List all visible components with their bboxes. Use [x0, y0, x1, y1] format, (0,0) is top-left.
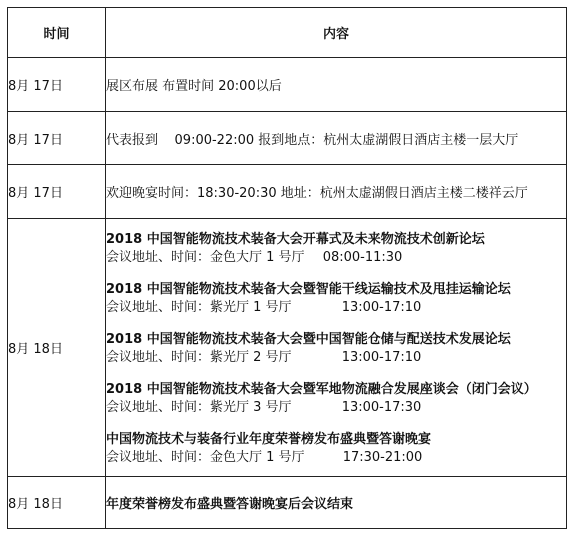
session-title: 2018 中国智能物流技术装备大会暨军地物流融合发展座谈会（闭门会议）	[106, 381, 537, 397]
session-location: 会议地址、时间：紫光厅 1 号厅	[106, 299, 292, 315]
table-row	[8, 112, 567, 165]
sessions-cell	[106, 219, 567, 477]
row-date: 8月 18日	[8, 219, 106, 477]
session-time: 13:00-17:10	[341, 299, 422, 315]
session-location: 会议地址、时间：紫光厅 2 号厅	[106, 349, 292, 365]
row-date: 8月 18日	[8, 477, 106, 529]
session-item	[106, 230, 566, 266]
session-title: 2018 中国智能物流技术装备大会开幕式及未来物流技术创新论坛	[106, 231, 485, 247]
table-row	[8, 165, 567, 219]
header-content: 内容	[106, 8, 567, 58]
session-time: 17:30-21:00	[342, 449, 423, 465]
row-content: 代表报到 09:00-22:00 报到地点：杭州太虚湖假日酒店主楼一层大厅	[106, 112, 567, 165]
schedule-table	[7, 7, 567, 529]
header-row	[8, 8, 567, 58]
session-meta	[106, 449, 566, 466]
row-content: 年度荣誉榜发布盛典暨答谢晚宴后会议结束	[106, 477, 567, 529]
header-time: 时间	[8, 8, 106, 58]
table-row	[8, 477, 567, 529]
session-meta	[106, 399, 566, 416]
row-content: 展区布展 布置时间 20:00以后	[106, 58, 567, 112]
session-item	[106, 430, 566, 466]
session-item	[106, 380, 566, 416]
row-date: 8月 17日	[8, 165, 106, 219]
session-time: 08:00-11:30	[322, 249, 403, 265]
session-location: 会议地址、时间：金色大厅 1 号厅	[106, 449, 305, 465]
session-title: 中国物流技术与装备行业年度荣誉榜发布盛典暨答谢晚宴	[106, 431, 432, 447]
row-date: 8月 17日	[8, 58, 106, 112]
session-list	[106, 228, 566, 468]
session-time: 13:00-17:10	[341, 349, 422, 365]
session-item	[106, 280, 566, 316]
session-title: 2018 中国智能物流技术装备大会暨中国智能仓储与配送技术发展论坛	[106, 331, 511, 347]
session-location: 会议地址、时间：紫光厅 3 号厅	[106, 399, 292, 415]
session-time: 13:00-17:30	[341, 399, 422, 415]
session-location: 会议地址、时间：金色大厅 1 号厅	[106, 249, 305, 265]
session-meta	[106, 349, 566, 366]
row-date: 8月 17日	[8, 112, 106, 165]
row-content: 欢迎晚宴时间：18:30-20:30 地址：杭州太虚湖假日酒店主楼二楼祥云厅	[106, 165, 567, 219]
table-row	[8, 219, 567, 477]
session-item	[106, 330, 566, 366]
session-meta	[106, 299, 566, 316]
table-row	[8, 58, 567, 112]
session-title: 2018 中国智能物流技术装备大会暨智能干线运输技术及甩挂运输论坛	[106, 281, 511, 297]
session-meta	[106, 249, 566, 266]
